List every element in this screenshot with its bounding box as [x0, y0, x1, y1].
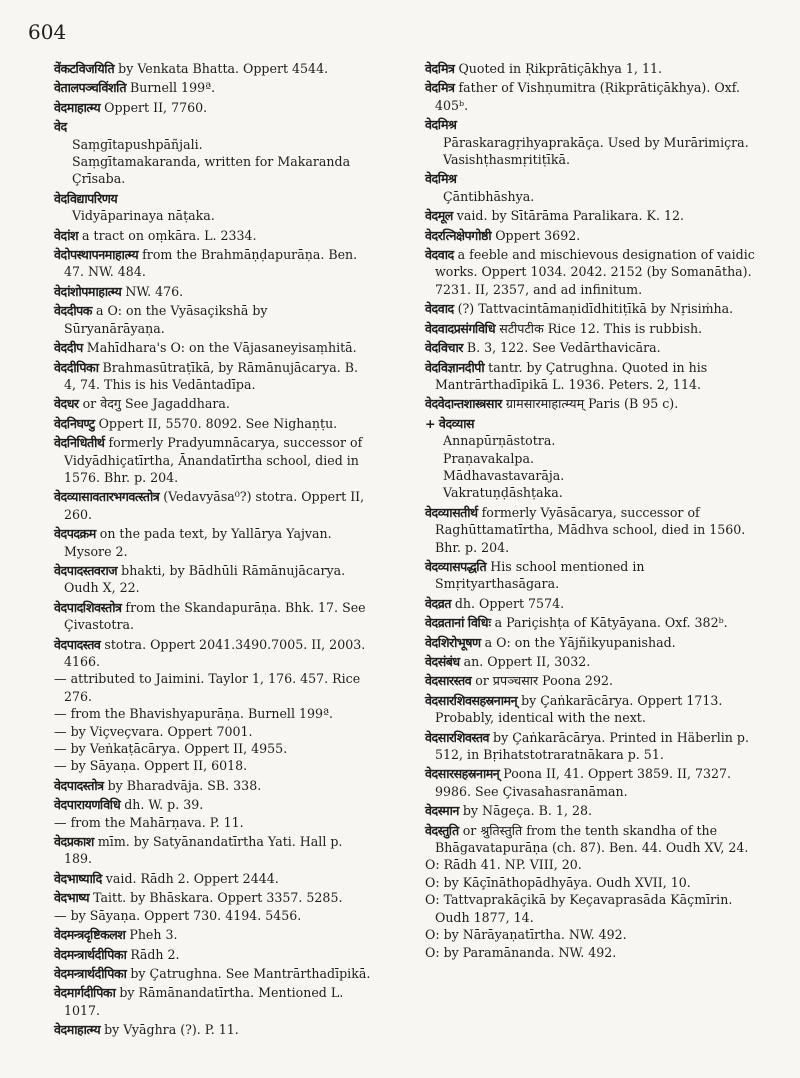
entry-headword: वेदविज्ञानदीपी — [425, 359, 485, 375]
entry — [425, 170, 755, 205]
entry-subline: Annapūrṇāstotra. — [443, 433, 556, 449]
entry-headword: वेदपारायणविधि — [54, 797, 121, 813]
entry — [425, 246, 755, 298]
entry-continuation: — by Sāyaṇa. Oppert 730. 4194. 5456. — [54, 907, 302, 923]
entry-headword: वेदशिरोभूषण — [425, 634, 481, 650]
entry-text: stotra. Oppert 2041.3490.7005. II, 2003. 4166. — [64, 636, 366, 669]
entry-text: by Bharadvāja. SB. 338. — [107, 777, 262, 793]
entry-headword: वेदमन्त्रार्थदीपिका — [54, 965, 127, 981]
entry-text: Taitt. by Bhāskara. Oppert 3357. 5285. — [93, 890, 343, 906]
entry — [425, 558, 755, 593]
entry-headword: वेदवेदान्तशास्त्रसार — [425, 396, 502, 412]
entry — [54, 246, 372, 281]
entry — [425, 415, 755, 502]
entry — [54, 599, 372, 634]
entry-text: NW. 476. — [125, 283, 184, 299]
entry-text: Oppert II, 7760. — [104, 99, 208, 115]
entry — [425, 359, 755, 394]
entry-text: on the pada text, by Yallārya Yajvan. Mysore 2. — [64, 526, 332, 559]
entry — [425, 227, 755, 244]
entry — [425, 116, 755, 168]
entry-text: सटीपटीक Rice 12. This is rubbish. — [499, 320, 703, 336]
entry-continuation: O: by Paramānanda. NW. 492. — [425, 944, 617, 960]
entry-subline: Pāraskaragṛihyaprakāça. Used by Murārimiçra. — [443, 134, 749, 150]
entry-text: dh. Oppert 7574. — [454, 595, 565, 611]
entry-text: or वेदगु See Jagaddhara. — [82, 396, 230, 412]
entry-text: from the Brahmāṇḍapurāṇa. Ben. 47. NW. 484. — [64, 247, 358, 280]
entry-text: formerly Vyāsācarya, successor of Raghūttamatīrtha, Mādhva school, died in 1560. Bhr. p. 204. — [435, 504, 746, 555]
entry — [54, 395, 372, 412]
entry-headword: वेददीपिका — [54, 359, 99, 375]
entry-subline: Mādhavastavarāja. — [443, 467, 565, 483]
entry — [54, 99, 372, 116]
entry-headword: वेदसंबंध — [425, 654, 460, 669]
entry-text: formerly Pradyumnācarya, successor of Vidyādhiçatīrtha, Ānandatīrtha school, died in 1576. Bhr. p. 204. — [64, 435, 363, 485]
entry — [54, 79, 372, 96]
entry-text: B. 3, 122. See Vedārthavicāra. — [466, 340, 661, 356]
entry — [425, 595, 755, 612]
entry-continuation: — from the Mahārṇava. P. 11. — [54, 814, 244, 830]
entry — [54, 283, 372, 300]
entry — [54, 434, 372, 486]
entry — [425, 653, 755, 670]
entry — [425, 765, 755, 800]
entry-headword: वेद — [54, 119, 67, 135]
entry-headword: वेंकटविजयिति — [54, 61, 115, 76]
entry-text: a feeble and mischievous designation of vaidic works. Oppert 1034. 2042. 2152 (by Somanātha). 7231. II, 2357, and ad infinitum. — [435, 247, 755, 297]
entry-continuation: — by Sāyaṇa. Oppert II, 6018. — [54, 758, 248, 774]
entry — [54, 777, 372, 794]
entry-text: Oppert 3692. — [495, 227, 581, 243]
entry — [425, 320, 755, 337]
entry-text: an. Oppert II, 3032. — [463, 654, 591, 669]
entry — [425, 614, 755, 631]
entry — [54, 415, 372, 432]
entry — [425, 339, 755, 356]
entry-headword: वेदमन्त्रार्थदीपिका — [54, 946, 127, 962]
entry-headword: वेदपादस्तवराज — [54, 562, 118, 578]
entry-subline: Çāntibhāshya. — [443, 188, 535, 204]
entry-headword: वेदसारशिवस्तव — [425, 729, 490, 745]
entry-text: bhakti, by Bādhūli Rāmānujācarya. Oudh X, 22. — [64, 562, 346, 596]
entry-headword: वेदवादप्रसंगविधि — [425, 320, 496, 336]
entry — [54, 796, 372, 831]
right-column — [425, 60, 755, 963]
entry-headword: वेदवाद — [425, 247, 454, 263]
entry-continuation: O: by Nārāyaṇatīrtha. NW. 492. — [425, 927, 627, 943]
entry-text: Oppert II, 5570. 8092. See Nighaṇṭu. — [98, 415, 338, 431]
entry-headword: वेदमिश्र — [425, 171, 457, 187]
entry-text: Burnell 199ª. — [130, 80, 216, 96]
entry-headword: वेदसारसहस्रनामन् — [425, 766, 500, 782]
entry — [425, 729, 755, 764]
entry — [54, 302, 372, 337]
page-number: 604 — [28, 20, 67, 44]
entry-continuation: O: by Kāçīnāthopādhyāya. Oudh XVII, 10. — [425, 874, 691, 890]
entry — [54, 525, 372, 560]
entry-continuation: — by Veṅkaṭācārya. Oppert II, 4955. — [54, 741, 288, 757]
entry-text: vaid. by Sītārāma Paralikara. K. 12. — [456, 208, 684, 224]
entry — [54, 60, 372, 77]
entry-headword: वेदमित्र — [425, 61, 455, 76]
entry-text: Quoted in Ṛikprātiçākhya 1, 11. — [458, 61, 662, 76]
entry — [425, 692, 755, 727]
entry-headword: वेदव्रत — [425, 595, 451, 611]
entry-subline: Saṃgītamakaranda, written for Makaranda Çrīsaba. — [72, 154, 351, 187]
entry-subline: Saṃgītapushpāñjali. — [72, 136, 203, 152]
entry — [54, 636, 372, 775]
entry-continuation: — by Viçveçvara. Oppert 7001. — [54, 723, 253, 739]
left-column — [54, 60, 372, 1041]
entry-text: ग्रामसारमाहात्म्यम् Paris (B 95 c). — [505, 396, 679, 412]
entry-headword: वेदांश — [54, 227, 79, 243]
entry-headword: वेददीपक — [54, 303, 92, 319]
entry-text: mīm. by Satyānandatīrtha Yati. Hall p. 189. — [64, 834, 343, 867]
entry-text: His school mentioned in Smṛityarthasāgara. — [435, 558, 645, 592]
entry — [54, 946, 372, 963]
entry-headword: वेदसारस्तव — [425, 673, 472, 689]
entry-text: Pheh 3. — [129, 927, 178, 943]
entry-headword: वेदस्मान — [425, 803, 459, 819]
entry — [425, 395, 755, 412]
entry-headword: वेदव्यासतीर्थ — [425, 504, 478, 520]
entry-headword: वेदमूल — [425, 208, 453, 224]
entry — [425, 300, 755, 317]
entry-text: Rādh 2. — [130, 946, 180, 962]
entry-text: a O: on the Yājñikyupanishad. — [484, 634, 676, 650]
entry-subline: Praṇavakalpa. — [443, 450, 534, 466]
entry-subline: Vasishṭhasmṛitiṭīkā. — [443, 152, 570, 168]
entry-headword: वेदमाहात्म्य — [54, 99, 101, 115]
entry-headword: वेतालपञ्चविंशति — [54, 80, 127, 96]
entry-text: father of Vishṇumitra (Ṛikprātiçākhya). Oxf. 405ᵇ. — [435, 80, 740, 113]
entry-text: dh. W. p. 39. — [124, 797, 204, 813]
entry — [425, 634, 755, 651]
entry-text: Mahīdhara's O: on the Vājasaneyisaṃhitā. — [86, 340, 357, 356]
entry-text: Brahmasūtraṭīkā, by Rāmānujācarya. B. 4, 74. This is his Vedāntadīpa. — [64, 359, 358, 392]
entry-headword: वेदवाद — [425, 301, 454, 317]
entry-text: a Pariçishṭa of Kātyāyana. Oxf. 382ᵇ. — [494, 615, 728, 631]
entry — [425, 802, 755, 819]
entry-headword: + वेदव्यास — [425, 415, 475, 431]
entry-text: from the Skandapurāṇa. Bhk. 17. See Çivastotra. — [64, 599, 366, 633]
entry — [54, 339, 372, 356]
entry — [425, 822, 755, 961]
entry — [54, 965, 372, 982]
entry — [54, 1021, 372, 1038]
entry — [54, 870, 372, 887]
entry — [54, 118, 372, 188]
entry-headword: वेदभाष्य — [54, 890, 90, 906]
entry-headword: वेदधर — [54, 396, 79, 412]
entry-text: a O: on the Vyāsaçikshā by Sūryanārāyaṇa. — [64, 303, 268, 336]
entry-headword: वेदांशोपमाहात्म्य — [54, 283, 122, 299]
entry — [54, 562, 372, 597]
entry — [54, 889, 372, 924]
entry — [54, 227, 372, 244]
entry-headword: वेदविचार — [425, 340, 463, 356]
entry-headword: वेदमार्गदीपिका — [54, 985, 116, 1001]
entry-headword: वेदपदक्रम — [54, 526, 96, 542]
entry-headword: वेदपादशिवस्तोत्र — [54, 599, 122, 615]
entry-text: by Nāgeça. B. 1, 28. — [462, 803, 592, 819]
entry-headword: वेदव्यासावतारभगवत्स्तोत्र — [54, 489, 160, 505]
entry — [54, 984, 372, 1019]
entry-text: tantr. by Çatrughna. Quoted in his Mantrārthadīpikā L. 1936. Peters. 2, 114. — [435, 359, 708, 392]
entry-text: a tract on oṃkāra. L. 2334. — [82, 227, 257, 243]
entry — [54, 926, 372, 943]
entry-headword: वेददीप — [54, 340, 83, 356]
entry-text: by Çaṅkarācārya. Printed in Häberlin p. 512, in Bṛihatstotraratnākara p. 51. — [435, 729, 749, 763]
entry-text: by Çatrughna. See Mantrārthadīpikā. — [130, 965, 371, 981]
entry-headword: वेदनिधितीर्थ — [54, 435, 105, 451]
entry — [54, 488, 372, 523]
entry-headword: वेदपादस्तोत्र — [54, 777, 104, 793]
entry-headword: वेदसारशिवसहस्रनामन् — [425, 692, 518, 708]
entry-headword: वेदव्यासपद्धति — [425, 558, 487, 574]
entry-headword: वेदनिघण्टु — [54, 415, 95, 431]
entry-text: vaid. Rādh 2. Oppert 2444. — [105, 870, 279, 886]
entry-headword: वेदमन्त्रदृष्टिकलश — [54, 927, 126, 943]
entry-headword: वेदरत्निक्षेपगोष्ठी — [425, 227, 492, 243]
entry — [425, 504, 755, 556]
entry-headword: वेदपादस्तव — [54, 636, 101, 652]
entry — [425, 672, 755, 689]
entry-headword: वेदमिश्र — [425, 117, 457, 133]
entry-headword: वेदप्रकाश — [54, 834, 94, 850]
entry-text: by Çaṅkarācārya. Oppert 1713. Probably, identical with the next. — [435, 692, 723, 726]
entry-continuation: — attributed to Jaimini. Taylor 1, 176. 457. Rice 276. — [54, 671, 361, 704]
entry-text: by Rāmānandatīrtha. Mentioned L. 1017. — [64, 985, 344, 1018]
entry-text: or श्रुतिस्तुति from the tenth skandha of the Bhāgavatapurāṇa (ch. 87). Ben. 44. Oudh XV, 24. — [435, 822, 749, 856]
entry-subline: Vakratuṇḍāshṭaka. — [443, 485, 563, 501]
entry-continuation: — from the Bhavishyapurāṇa. Burnell 199ª. — [54, 706, 334, 722]
entry — [54, 190, 372, 225]
entry-headword: वेदस्तुति — [425, 822, 459, 838]
entry-continuation: O: Rādh 41. NP. VIII, 20. — [425, 857, 582, 873]
entry-subline: Vidyāparinaya nāṭaka. — [72, 208, 215, 224]
entry-headword: वेदमित्र — [425, 80, 455, 96]
entry-headword: वेदमाहात्म्य — [54, 1022, 101, 1038]
entry-text: by Vyāghra (?). P. 11. — [104, 1022, 239, 1038]
entry-headword: वेदोपस्थापनमाहात्म्य — [54, 247, 139, 263]
entry-text: by Venkata Bhatta. Oppert 4544. — [118, 61, 329, 76]
entry-text: or प्रपञ्चसार Poona 292. — [475, 673, 613, 689]
entry-text: (Vedavyāsa⁰?) stotra. Oppert II, 260. — [64, 489, 365, 522]
entry-continuation: O: Tattvaprakāçikā by Keçavaprasāda Kāçmīrin. Oudh 1877, 14. — [425, 892, 733, 925]
entry — [54, 359, 372, 394]
entry — [425, 60, 755, 77]
entry — [54, 833, 372, 868]
entry-headword: वेदव्रतानां विधिः — [425, 615, 491, 631]
entry-headword: वेदभाष्यादि — [54, 870, 102, 886]
entry — [425, 207, 755, 224]
entry-text: Poona II, 41. Oppert 3859. II, 7327. 9986. See Çivasahasranāman. — [435, 766, 732, 799]
entry — [425, 79, 755, 114]
entry-headword: वेदविद्यापरिणय — [54, 190, 118, 206]
entry-text: (?) Tattvacintāmaṇidīdhitiṭīkā by Nṛisiṁha. — [457, 301, 734, 317]
